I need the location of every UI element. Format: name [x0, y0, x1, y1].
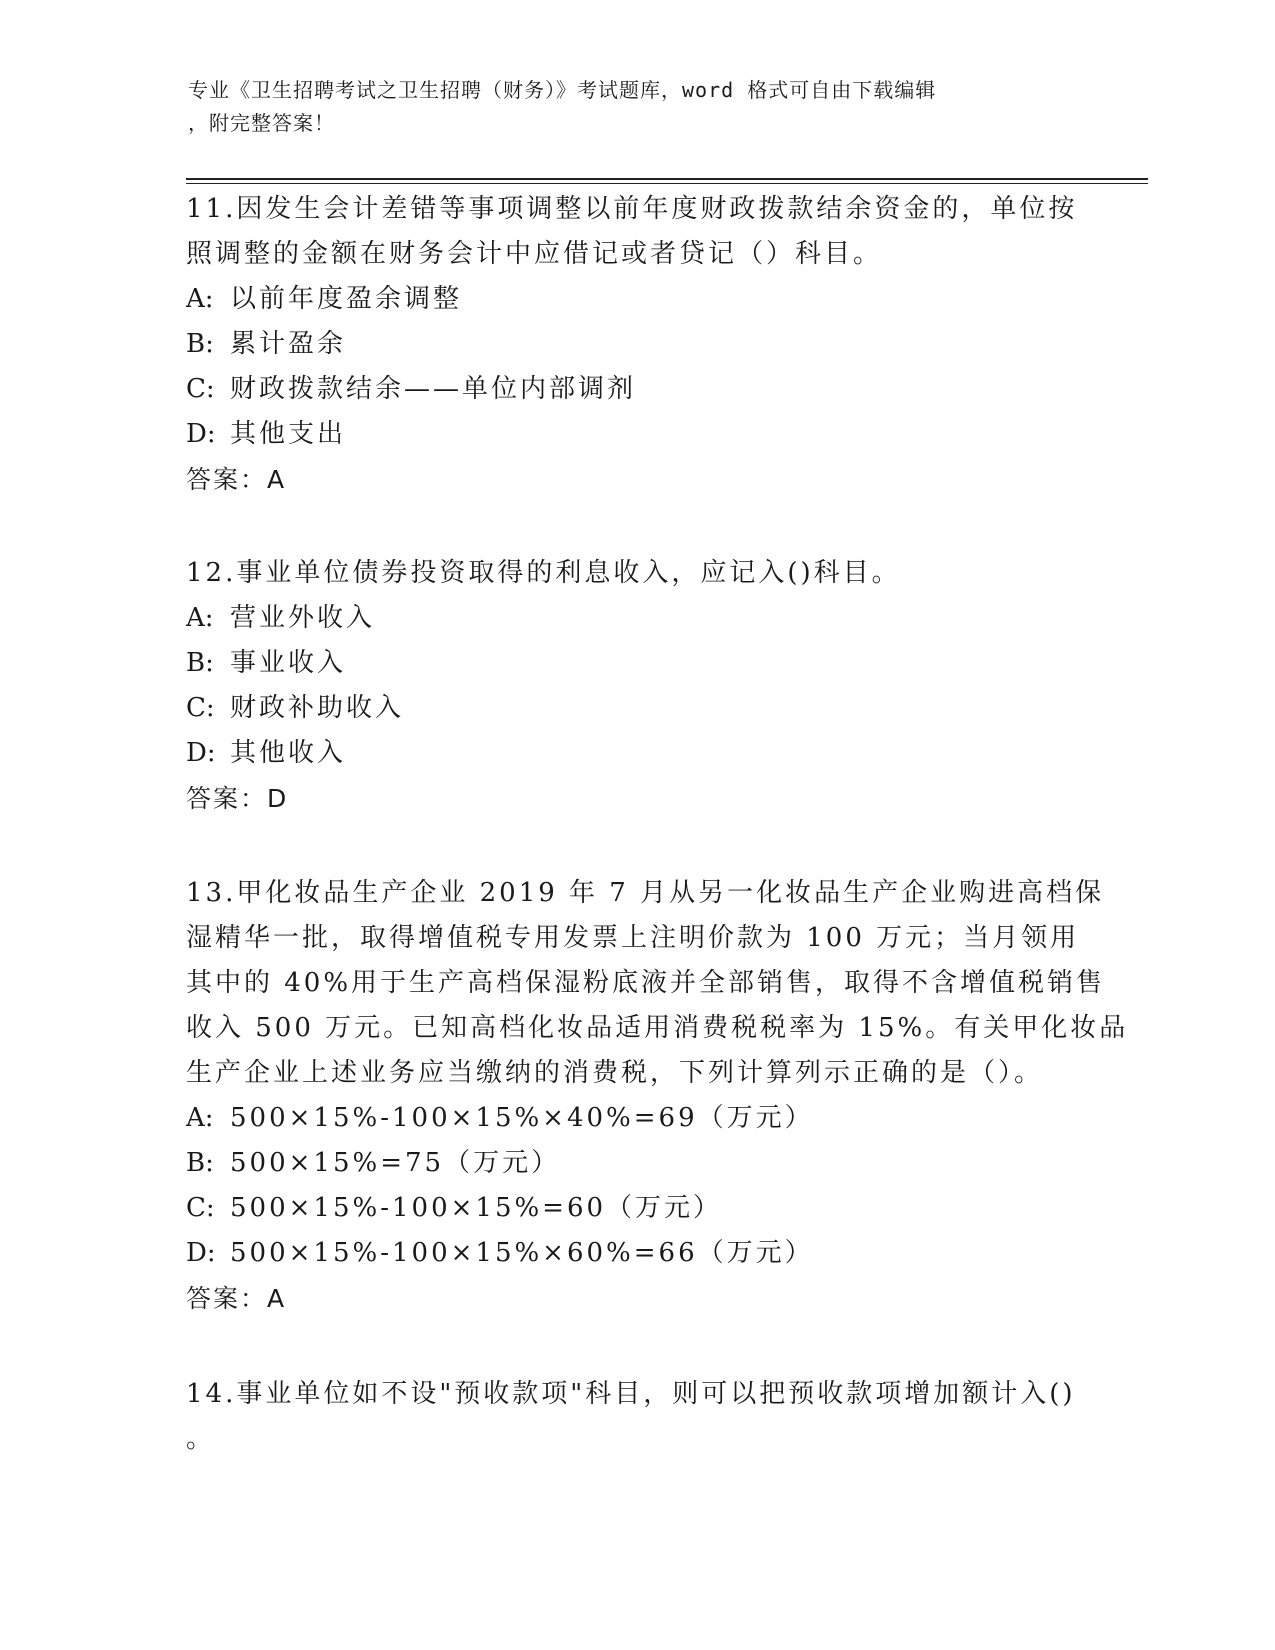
option-text: 累计盈余 [230, 329, 347, 359]
option-text: 事业收入 [230, 648, 347, 678]
option-b [186, 1141, 1086, 1186]
option-a [186, 277, 1086, 322]
question-stem-line: 14.事业单位如不设"预收款项"科目，则可以把预收款项增加额计入() [186, 1379, 1076, 1409]
option-key: A: [186, 284, 214, 314]
header-line-2: ，附完整答案！ [188, 111, 335, 135]
option-text: 其他支出 [230, 419, 347, 449]
option-text: 500×15%-100×15%×40%=69（万元） [230, 1103, 814, 1133]
option-key: B: [186, 648, 214, 678]
option-key: C: [186, 374, 215, 404]
question-12 [186, 551, 1086, 821]
question-13 [186, 871, 1129, 1321]
header-line-1: 专业《卫生招聘考试之卫生招聘（财务）》考试题库，word 格式可自由下载编辑 [188, 78, 937, 102]
option-text: 财政拨款结余——单位内部调剂 [230, 374, 637, 404]
option-text: 500×15%=75（万元） [230, 1148, 561, 1178]
header-divider-thin [186, 183, 1148, 184]
question-stem-line: 收入 500 万元。已知高档化妆品适用消费税税率为 15%。有关甲化妆品 [186, 1013, 1129, 1043]
question-stem-line: 13.甲化妆品生产企业 2019 年 7 月从另一化妆品生产企业购进高档保 [186, 878, 1105, 908]
option-key: D: [186, 419, 216, 449]
option-text: 营业外收入 [230, 603, 376, 633]
option-text: 500×15%-100×15%=60（万元） [230, 1193, 723, 1223]
option-key: D: [186, 1238, 216, 1268]
option-d [186, 412, 1086, 457]
option-key: B: [186, 1148, 214, 1178]
question-stem-line: 生产企业上述业务应当缴纳的消费税，下列计算列示正确的是（）。 [186, 1058, 1044, 1088]
answer-line: 答案：D [186, 784, 289, 813]
question-11 [186, 187, 1086, 502]
option-c [186, 1186, 1086, 1231]
option-key: B: [186, 329, 214, 359]
option-key: C: [186, 693, 215, 723]
option-key: C: [186, 1193, 215, 1223]
option-a [186, 1096, 1086, 1141]
option-d [186, 1231, 1086, 1276]
header-divider-thick [186, 178, 1148, 180]
option-key: A: [186, 1103, 214, 1133]
option-text: 以前年度盈余调整 [230, 284, 463, 314]
question-stem-line: 12.事业单位债券投资取得的利息收入，应记入()科目。 [186, 558, 901, 588]
option-text: 财政补助收入 [230, 693, 405, 723]
option-b [186, 322, 1086, 367]
answer-line: 答案：A [186, 465, 287, 494]
question-stem-line: 11.因发生会计差错等事项调整以前年度财政拨款结余资金的，单位按 [186, 194, 1078, 224]
answer-line: 答案：A [186, 1284, 287, 1313]
question-stem-line: 。 [186, 1424, 216, 1454]
option-text: 500×15%-100×15%×60%=66（万元） [230, 1238, 814, 1268]
document-header [188, 74, 1068, 140]
option-key: A: [186, 603, 214, 633]
question-stem-line: 照调整的金额在财务会计中应借记或者贷记（）科目。 [186, 239, 883, 269]
question-stem-line: 其中的 40%用于生产高档保湿粉底液并全部销售，取得不含增值税销售 [186, 968, 1106, 998]
option-text: 其他收入 [230, 738, 347, 768]
option-c [186, 367, 1086, 412]
option-c [186, 686, 1086, 731]
question-stem-line: 湿精华一批，取得增值税专用发票上注明价款为 100 万元；当月领用 [186, 923, 1080, 953]
option-d [186, 731, 1086, 776]
option-b [186, 641, 1086, 686]
option-key: D: [186, 738, 216, 768]
question-14 [186, 1372, 1086, 1462]
option-a [186, 596, 1086, 641]
